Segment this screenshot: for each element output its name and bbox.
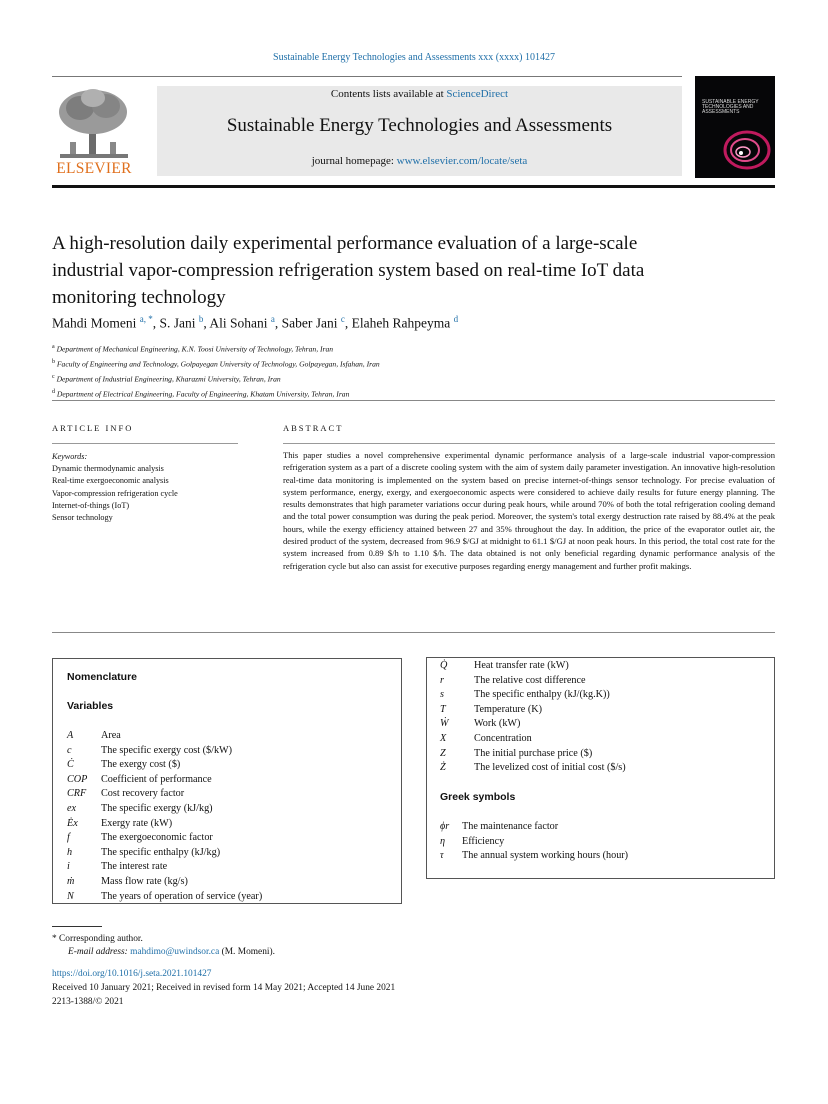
author-sup[interactable]: a [270,314,275,324]
abstract-rule [283,443,775,444]
keyword: Internet-of-things (IoT) [52,500,130,510]
nomenclature-symbol: ṁ [67,876,75,887]
nomenclature-symbol: ex [67,803,77,814]
article-info-rule [52,443,238,444]
affiliation-text: Department of Mechanical Engineering, K.N. Toosi University of Technology, Tehran, Iran [56,344,334,354]
variables-heading: Variables [67,700,114,712]
nomenclature-symbol: Ėx [67,817,78,829]
nomenclature-definition: The interest rate [101,861,168,873]
nomenclature-definition: Coefficient of performance [101,773,212,785]
contents-line [157,88,682,100]
keyword: Dynamic thermodynamic analysis [52,464,164,474]
keywords-block [52,451,252,524]
homepage-line [157,155,682,167]
nomenclature-box-continued [426,657,775,879]
nomenclature-heading: Nomenclature [67,671,138,683]
affiliation-text: Department of Industrial Engineering, Kharazmi University, Tehran, Iran [56,374,281,384]
elsevier-wordmark: ELSEVIER [56,160,132,177]
sciencedirect-link[interactable]: ScienceDirect [446,88,509,100]
abstract-heading: ABSTRACT [283,423,344,433]
affiliation-sup: a [52,344,55,350]
author-name[interactable]: Mahdi Momeni [52,315,137,331]
nomenclature-symbol: h [67,846,73,858]
top-rule [52,76,682,77]
affiliation [52,371,752,386]
cover-art-icon [705,116,773,176]
nomenclature-symbol: CRF [67,788,87,800]
nomenclature-definition: The specific enthalpy (kJ/kg) [101,846,221,858]
nomenclature-definition: The specific exergy cost ($/kW) [101,744,233,756]
nomenclature-symbol: ϕr [440,821,450,832]
journal-cover [695,76,775,178]
nomenclature-symbol: Ż [440,762,446,774]
email-line [68,947,275,957]
email-label: E-mail address: [68,947,131,957]
nomenclature-definition: The years of operation of service (year) [101,890,263,902]
nomenclature-definition: The initial purchase price ($) [474,747,593,759]
nomenclature-definition: Heat transfer rate (kW) [474,660,569,671]
nomenclature-symbol: i [67,861,70,873]
nomenclature-definition: The exergoeconomic factor [101,832,213,844]
affiliation-sup: b [52,359,55,366]
keyword: Vapor-compression refrigeration cycle [52,488,178,498]
author-name[interactable]: S. Jani [159,315,196,331]
section-rule [52,400,775,401]
nomenclature-box [52,658,402,904]
nomenclature-definition: Concentration [474,733,532,744]
nomenclature-symbol: Z [440,747,446,759]
nomenclature-symbol: c [67,744,72,756]
journal-reference[interactable]: Sustainable Energy Technologies and Assessments xxx (xxxx) 101427 [273,52,555,63]
affiliations [52,341,752,401]
article-info-heading: ARTICLE INFO [52,423,134,433]
elsevier-logo [50,84,138,180]
affiliation-sup: c [52,374,55,381]
footnote-rule [52,926,102,927]
journal-title: Sustainable Energy Technologies and Assessments [226,115,613,136]
email-suffix: (M. Momeni). [219,947,275,957]
nomenclature-symbol: X [440,733,447,744]
affiliation [52,356,752,371]
nomenclature-definition: Exergy rate (kW) [101,817,173,829]
abstract-text: This paper studies a novel comprehensive experimental dynamic performance analysis of a large-scale industrial vapor-compression refrigeration system as a part of a discrete cooling system with the aim of system daily parameter investigation. An innovative high-resolution real-time data monitoring is implemented on the system based on precise internet-of-things sensor technology. For precise evaluation of system performance, energy, exergy, and exergoeconomic aspects were considered to achieve daily results for future energy planning. The results demonstrates that high parameter variations occur during peak hours, while around 70% of both the total refrigeration cooling demand and the total power consumption was during the peak period. Moreover, the system's total exergy destruction rate raised by 88.4% at the peak hours, while the exergy efficiency attained between 27 and 35% throughout the day. In addition, the price of the evaporator outlet air, the desired product of the system, decreased from 96.9 $/GJ at midnight to 61.1 $/GJ at noon peak hours. In this period, the total cost rate for the system increased from 0.89 $/h to 1.10 $/h. The data obtained is not only beneficial regarding dynamic performance analysis of the refrigeration cycle but also can assist for executive purposes regarding energy management and further profit makings. [283,450,775,571]
author-sup[interactable]: b [198,314,204,324]
nomenclature-definition: Efficiency [462,835,505,847]
homepage-link[interactable]: www.elsevier.com/locate/seta [396,155,528,167]
author-sup[interactable]: a, * [139,314,153,324]
nomenclature-definition: Work (kW) [474,718,521,730]
nomenclature-symbol: r [440,674,444,686]
nomenclature-definition: The levelized cost of initial cost ($/s) [474,762,626,774]
keywords-label: Keywords: [52,452,88,461]
author-name[interactable]: Saber Jani [281,315,338,331]
nomenclature-symbol: Ẇ [440,718,449,730]
nomenclature-definition: Cost recovery factor [101,788,185,800]
affiliation-text: Department of Electrical Engineering, Faculty of Engineering, Khatam University, Tehran, Iran [56,389,350,399]
keyword: Real-time exergoeconomic analysis [52,476,169,486]
email-link[interactable]: mahdimo@uwindsor.ca [130,947,220,957]
homepage-prefix: journal homepage: [311,155,397,167]
nomenclature-symbol: Q̇ [440,660,448,671]
author-name[interactable]: Ali Sohani [209,315,268,331]
nomenclature-definition: The relative cost difference [474,674,586,686]
nomenclature-definition: The maintenance factor [462,821,559,832]
author-name[interactable]: Elaheh Rahpeyma [351,315,451,331]
received-dates: Received 10 January 2021; Received in revised form 14 May 2021; Accepted 14 June 2021 [52,983,396,993]
author-sup[interactable]: c [340,314,345,324]
section-rule [52,632,775,633]
corresponding-author-note: * Corresponding author. [52,934,143,944]
nomenclature-symbol: N [67,890,74,902]
nomenclature-symbol: COP [67,773,88,785]
keyword: Sensor technology [52,513,113,523]
affiliation [52,386,752,401]
doi-link[interactable]: https://doi.org/10.1016/j.seta.2021.101427 [52,969,212,979]
author-sup[interactable]: d [453,314,459,324]
cover-title: SUSTAINABLE ENERGY TECHNOLOGIES AND ASSESSMENTS [702,99,759,115]
contents-prefix: Contents lists available at [330,88,447,100]
nomenclature-symbol: T [440,703,446,715]
nomenclature-definition: Temperature (K) [474,703,543,715]
nomenclature-definition: The specific enthalpy (kJ/(kg.K)) [474,689,610,701]
nomenclature-symbol: Ċ [67,759,74,771]
nomenclature-definition: The annual system working hours (hour) [462,850,629,862]
affiliation-sup: d [52,389,55,396]
nomenclature-symbol: τ [440,850,444,862]
header-thick-rule [52,185,775,188]
affiliation-text: Faculty of Engineering and Technology, Golpayegan University of Technology, Golpayegan, Isfahan, Iran [56,359,380,369]
issn-copyright: 2213-1388/© 2021 [52,997,124,1007]
nomenclature-definition: The specific exergy (kJ/kg) [101,803,213,814]
affiliation [52,341,752,356]
nomenclature-symbol: A [67,730,74,741]
nomenclature-symbol: s [440,689,444,701]
greek-symbols-heading: Greek symbols [440,791,516,803]
nomenclature-definition: Area [101,730,121,741]
nomenclature-definition: Mass flow rate (kg/s) [101,876,188,887]
nomenclature-symbol: f [67,832,70,844]
nomenclature-definition: The exergy cost ($) [101,759,181,771]
author-list: Mahdi Momeni $^{a, *}$, S. Jani $^b$, Ali Sohani $^a$, Saber Jani $^c$, Elaheh Rahpeyma $^d$ [52,314,459,331]
paper-title: A high-resolution daily experimental performance evaluation of a large-scale industrial vapor-compression refrigeration system based on real-time IoT data monitoring technology [52,233,645,308]
nomenclature-symbol: η [440,835,446,847]
